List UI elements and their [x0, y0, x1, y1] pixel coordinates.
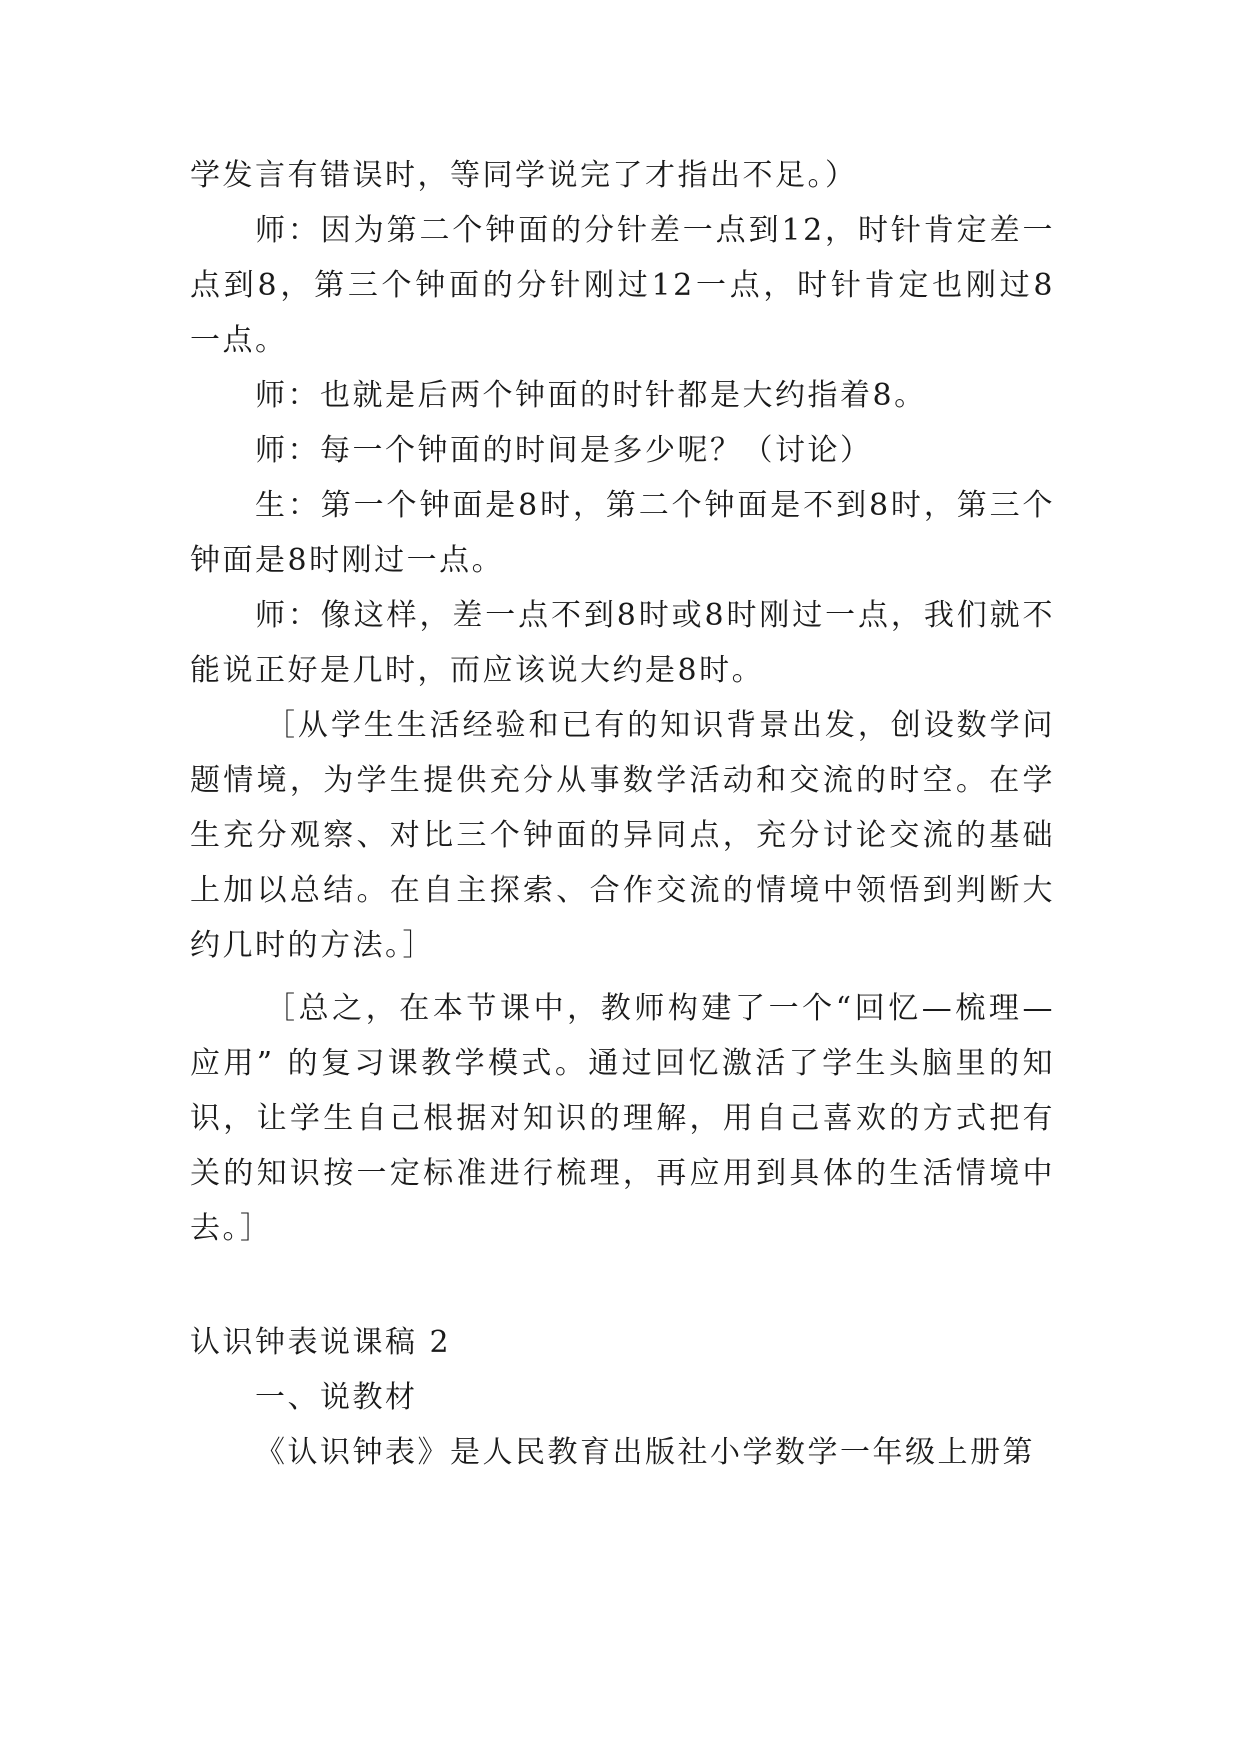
paragraph-teacher-2: 师：也就是后两个钟面的时针都是大约指着8。	[255, 378, 927, 413]
paragraph-continuation: 学发言有错误时，等同学说完了才指出不足。）	[190, 158, 858, 193]
paragraph-teacher-3: 师：每一个钟面的时间是多少呢？（讨论）	[255, 433, 873, 468]
paragraph-student-1: 生：第一个钟面是8时，第二个钟面是不到8时，第三个钟面是8时刚过一点。	[190, 488, 1055, 578]
paragraph-teacher-4: 师：像这样，差一点不到8时或8时刚过一点，我们就不能说正好是几时，而应该说大约是8时。	[190, 598, 1055, 688]
document-body	[190, 148, 1055, 1480]
section-title: 认识钟表说课稿 2	[190, 1325, 452, 1360]
paragraph-textbook-intro: 《认识钟表》是人民教育出版社小学数学一年级上册第	[255, 1435, 1035, 1470]
paragraph-commentary-2: ［总之，在本节课中，教师构建了一个“回忆—梳理—应用” 的复习课教学模式。通过回忆激活了学生头脑里的知识，让学生自己根据对知识的理解，用自己喜欢的方式把有关的知识按一定标准进行梳理，再应用到具体的生活情境中去。］	[190, 991, 1055, 1246]
paragraph-teacher-1: 师：因为第二个钟面的分针差一点到12，时针肯定差一点到8，第三个钟面的分针刚过12一点，时针肯定也刚过8一点。	[190, 213, 1055, 358]
subsection-title: 一、说教材	[255, 1380, 418, 1415]
paragraph-commentary-1: ［从学生生活经验和已有的知识背景出发，创设数学问题情境，为学生提供充分从事数学活动和交流的时空。在学生充分观察、对比三个钟面的异同点，充分讨论交流的基础上加以总结。在自主探索、合作交流的情境中领悟到判断大约几时的方法。］	[190, 708, 1055, 963]
